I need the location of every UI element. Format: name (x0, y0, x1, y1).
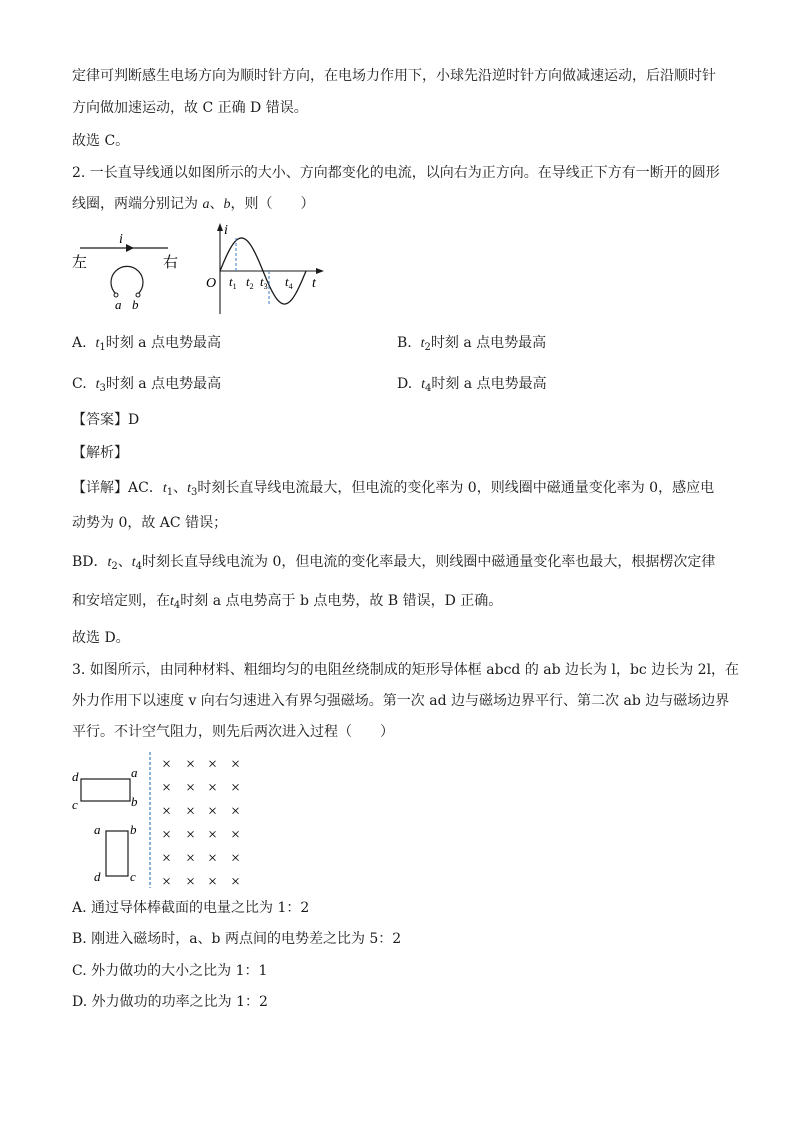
magnetic-field-crosses (162, 756, 240, 890)
q2-option-a[interactable]: A. $t_1$时刻 a 点电势最高 (72, 335, 221, 353)
q2-option-d[interactable]: D. $t_4$时刻 a 点电势最高 (397, 376, 547, 394)
tick-t4: $t_4$ (285, 274, 293, 291)
field-cross-icon: × (231, 756, 241, 773)
field-cross-icon: × (231, 850, 241, 867)
field-cross-icon: × (208, 850, 218, 867)
field-cross-icon: × (162, 850, 172, 867)
intro-line-2: 方向做加速运动，故 C 正确 D 错误。 (72, 100, 308, 116)
label-d1: d (72, 769, 79, 784)
q3-option-a[interactable]: A. 通过导体棒截面的电量之比为 1：2 (72, 900, 310, 916)
coil-label-a: a (115, 297, 122, 312)
t-axis-arrow-icon (316, 268, 324, 274)
current-arrow-icon (126, 244, 134, 252)
q2-stem-line-1: 2. 一长直导线通以如图所示的大小、方向都变化的电流，以向右为正方向。在导线正下方有一断开的圆形 (72, 165, 720, 181)
q3-stem-line-1: 3. 如图所示，由同种材料、粗细均匀的电阻丝绕制成的矩形导体框 abcd 的 ab 边长为 l，bc 边长为 2l，在 (72, 662, 740, 678)
origin-label: O (206, 276, 217, 291)
label-b2: b (130, 822, 137, 837)
label-c1: c (72, 797, 78, 812)
t-axis-label: t (312, 276, 316, 291)
intro-line-1: 定律可判断感生电场方向为顺时针方向，在电场力作用下，小球先沿逆时针方向做减速运动，后沿顺时针 (72, 68, 716, 84)
field-cross-icon: × (231, 826, 241, 844)
field-cross-icon: × (186, 826, 196, 844)
field-cross-icon: × (162, 826, 172, 844)
field-cross-icon: × (162, 756, 172, 773)
label-a2: a (94, 822, 101, 837)
q2-stem-line-2: 线圈，两端分别记为 a、b，则（ ） (72, 196, 315, 212)
intro-choice: 故选 C。 (72, 133, 130, 149)
field-cross-icon: × (186, 756, 196, 773)
left-label: 左 (72, 255, 88, 271)
q3-frames-field-figure (66, 750, 256, 890)
q2-detail-line-4: 和安培定则，在$t_4$时刻 a 点电势高于 b 点电势，故 B 错误，D 正确。 (72, 593, 503, 611)
i-axis-label: i (224, 223, 228, 238)
q2-choice: 故选 D。 (72, 630, 130, 646)
q3-stem-line-3: 平行。不计空气阻力，则先后两次进入过程（ ） (72, 724, 394, 740)
field-cross-icon: × (186, 850, 196, 867)
field-cross-icon: × (208, 873, 218, 890)
q3-option-b[interactable]: B. 刚进入磁场时，a、b 两点间的电势差之比为 5：2 (72, 931, 402, 947)
q2-option-b[interactable]: B. $t_2$时刻 a 点电势最高 (397, 335, 547, 353)
current-label: i (119, 232, 123, 247)
q2-answer: 【答案】D (72, 412, 140, 428)
field-cross-icon: × (208, 756, 218, 773)
q2-detail-line-2: 动势为 0，故 AC 错误； (72, 515, 228, 531)
label-c2: c (130, 869, 136, 884)
right-label: 右 (163, 255, 179, 271)
field-cross-icon: × (231, 873, 241, 890)
field-cross-icon: × (186, 779, 196, 797)
field-cross-icon: × (162, 803, 172, 820)
field-cross-icon: × (162, 779, 172, 797)
field-cross-icon: × (186, 873, 196, 890)
open-coil (111, 266, 143, 294)
q3-option-d[interactable]: D. 外力做功的功率之比为 1：2 (72, 994, 268, 1010)
tick-t3: $t_3$ (260, 274, 268, 291)
field-cross-icon: × (186, 803, 196, 820)
frame-horizontal (81, 779, 130, 801)
i-axis-arrow-icon (217, 223, 223, 231)
q2-detail-line-3: BD．$t_2$、$t_4$时刻长直导线电流为 0，但电流的变化率最大，则线圈中磁通量变化率也最大，根据楞次定律 (72, 554, 716, 572)
tick-t2: $t_2$ (246, 274, 254, 291)
q2-wire-loop-figure (66, 224, 196, 316)
q2-detail-line-1: 【详解】AC．$t_1$、$t_3$时刻长直导线电流最大，但电流的变化率为 0，则线圈中磁通量变化率为 0，感应电 (72, 480, 715, 498)
field-cross-icon: × (162, 873, 172, 890)
q3-stem-line-2: 外力作用下以速度 v 向右匀速进入有界匀强磁场。第一次 ad 边与磁场边界平行、第二次 ab 边与磁场边界 (72, 693, 730, 709)
label-b1: b (131, 794, 138, 809)
q2-current-time-graph (200, 220, 330, 316)
field-cross-icon: × (231, 779, 241, 797)
field-cross-icon: × (231, 803, 241, 820)
tick-t1: $t_1$ (229, 274, 237, 291)
label-d2: d (94, 869, 101, 884)
q2-option-c[interactable]: C. $t_3$时刻 a 点电势最高 (72, 376, 222, 394)
field-cross-icon: × (208, 826, 218, 844)
coil-label-b: b (132, 297, 139, 312)
field-cross-icon: × (208, 779, 218, 797)
field-cross-icon: × (208, 803, 218, 820)
q3-option-c[interactable]: C. 外力做功的大小之比为 1：1 (72, 963, 268, 979)
q2-analysis-tag: 【解析】 (72, 445, 128, 461)
label-a1: a (131, 765, 138, 780)
frame-vertical (106, 831, 128, 876)
